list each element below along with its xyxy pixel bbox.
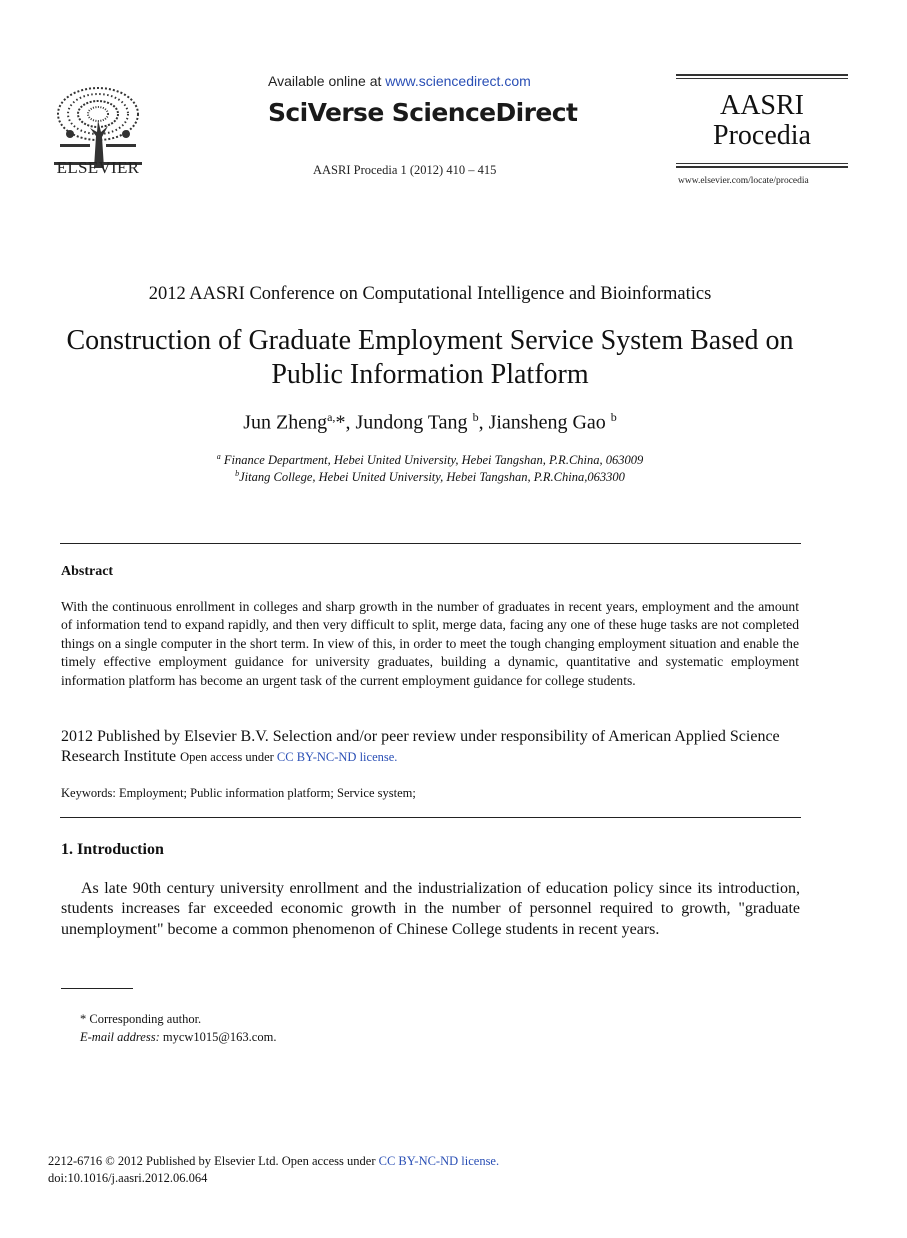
footnote-rule [61, 988, 133, 989]
email-label: E-mail address: [80, 1030, 160, 1044]
copyright-main: 2012 Published by Elsevier B.V. Selection and/or peer review under responsibility of American Applied Science Research Institute [61, 728, 780, 765]
platform-name: SciVerse ScienceDirect [268, 98, 578, 127]
affiliation-mark: b [235, 469, 240, 478]
copyright-statement [61, 727, 801, 767]
author-name: Jun Zheng [243, 411, 328, 434]
author-list [0, 410, 860, 435]
masthead-rule-bottom [676, 166, 848, 168]
masthead-rule-top [676, 74, 848, 76]
keywords [61, 786, 416, 801]
abstract-body: With the continuous enrollment in colleges and sharp growth in the number of graduates in recent years, employment and the amount of information tend to expand rapidly, and then very difficult to split, merge data, facing any one of these huge tasks are not completed things on a single computer in the short term. In view of this, in order to meet the tough changing employment situation and enable the timely effective employment guidance for university graduates, building a dynamic, quantitative and systematic employment information platform has become an urgent task of the current employment guidance for college students. [61, 599, 799, 688]
abstract-heading: Abstract [61, 564, 114, 579]
email-address[interactable]: mycw1015@163.com. [159, 1030, 277, 1044]
journal-name: AASRI [719, 90, 804, 121]
open-access-text: Open access under [180, 750, 277, 764]
journal-reference: AASRI Procedia 1 (2012) 410 – 415 [313, 163, 497, 177]
author-sep: , [478, 411, 489, 434]
footnote-email [80, 1030, 276, 1045]
journal-masthead [676, 74, 848, 168]
section-divider-top [60, 543, 801, 544]
footnote-corresponding: * Corresponding author. [80, 1012, 202, 1026]
publisher-logo-text: ELSEVIER [56, 158, 140, 177]
available-online [268, 73, 558, 89]
author-sep: , [345, 411, 356, 434]
author-name: Jundong Tang [355, 411, 473, 434]
author-name: Jiansheng Gao [488, 411, 611, 434]
issn-text: 2212-6716 © 2012 Published by Elsevier Ltd. Open access under [48, 1154, 379, 1168]
affiliation-b [0, 469, 860, 485]
title-line-1: Construction of Graduate Employment Service System Based on [66, 325, 794, 356]
author-sup: b [472, 410, 479, 424]
sciencedirect-link[interactable]: www.sciencedirect.com [385, 73, 531, 89]
introduction-heading: 1. Introduction [61, 841, 164, 858]
available-prefix: Available online at [268, 73, 386, 89]
affiliation-mark: a [216, 452, 221, 461]
author-star: * [335, 411, 346, 434]
keywords-label: Keywords: [61, 786, 119, 800]
masthead-rule-bottom-thin [676, 163, 848, 164]
section-divider-bottom [60, 817, 801, 818]
journal-url[interactable]: www.elsevier.com/locate/procedia [678, 176, 809, 186]
affiliation-text: Jitang College, Hebei United University, Hebei Tangshan, P.R.China,063300 [239, 470, 625, 485]
footer-doi[interactable]: doi:10.1016/j.aasri.2012.06.064 [48, 1171, 208, 1185]
affiliation-a [0, 452, 860, 468]
author-sup: a, [327, 410, 336, 424]
affiliation-text: Finance Department, Hebei United University, Hebei Tangshan, P.R.China, 063009 [220, 453, 644, 468]
title-line-2: Public Information Platform [271, 359, 589, 390]
author-sup: b [610, 410, 617, 424]
journal-subtitle: Procedia [713, 120, 811, 151]
introduction-body: As late 90th century university enrollment and the industrialization of education policy since its introduction, students increases far exceeded economic growth in the number of personnel required to growth, "graduate unemployment" become a common phenomenon of Chinese College students in recent years. [61, 880, 800, 938]
footer-issn [48, 1154, 499, 1169]
masthead-rule-top-thin [676, 78, 848, 79]
conference-name: 2012 AASRI Conference on Computational Intelligence and Bioinformatics [148, 284, 712, 304]
license-link[interactable]: CC BY-NC-ND license. [276, 750, 398, 764]
footer-license-link[interactable]: CC BY-NC-ND license. [378, 1154, 500, 1168]
keywords-list: Employment; Public information platform; Service system; [118, 786, 416, 800]
paper-title [30, 324, 830, 392]
